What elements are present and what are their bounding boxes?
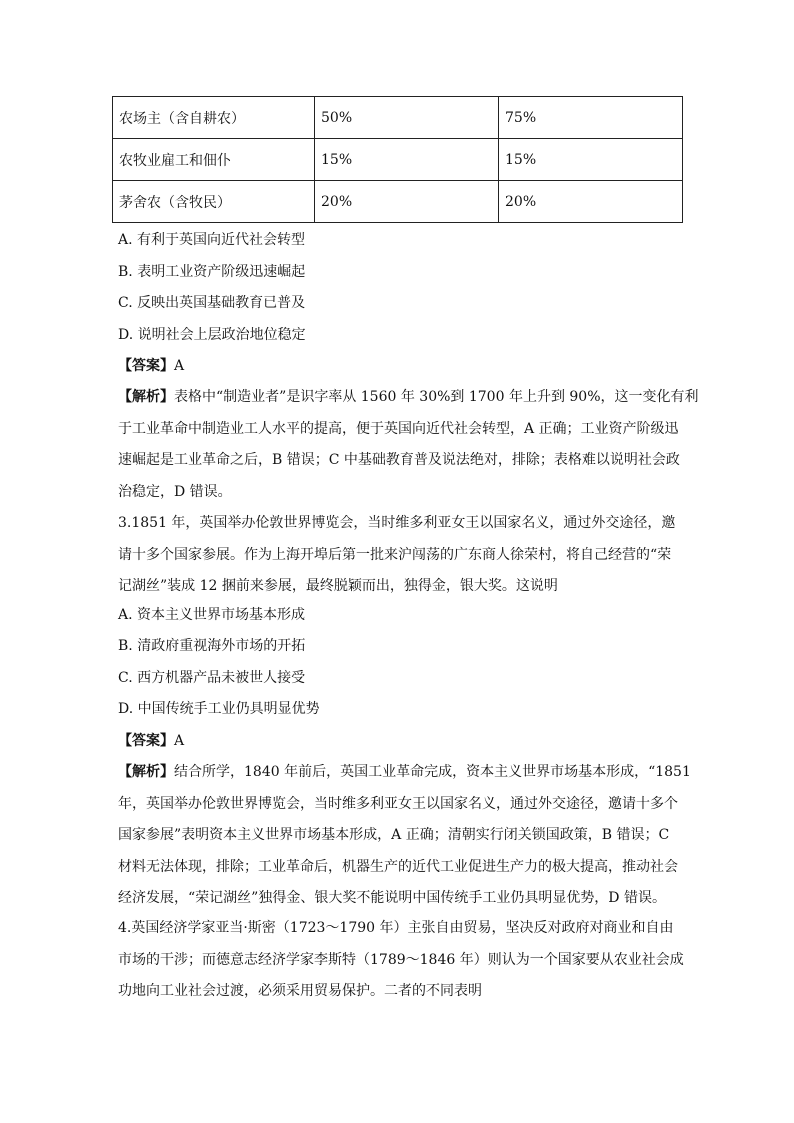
analysis-line: 【解析】表格中“制造业者”是识字率从 1560 年 30%到 1700 年上升到 90%，这一变化有利 xyxy=(118,389,699,405)
q2-analysis xyxy=(118,387,699,513)
stem-line: 4.英国经济学家亚当·斯密（1723～1790 年）主张自由贸易，坚决反对政府对商业和自由 xyxy=(118,920,674,936)
analysis-line: 国家参展”表明资本主义世界市场基本形成，A 正确；清朝实行闭关锁国政策，B 错误；C xyxy=(118,827,670,843)
analysis-label: 【解析】 xyxy=(118,389,174,405)
table-cell: 15% xyxy=(315,139,499,181)
analysis-label: 【解析】 xyxy=(118,764,174,780)
table-cell: 20% xyxy=(315,181,499,223)
analysis-line: 经济发展，“荣记湖丝”独得金、银大奖不能说明中国传统手工业仍具明显优势，D 错误。 xyxy=(118,890,666,906)
q3-option-b: B. 清政府重视海外市场的开拓 xyxy=(118,638,306,654)
table-row xyxy=(113,181,683,223)
analysis-line: 速崛起是工业革命之后，B 错误；C 中基础教育普及说法绝对，排除；表格难以说明社会政 xyxy=(118,452,680,468)
table-cell: 茅舍农（含牧民） xyxy=(113,181,315,223)
table-row xyxy=(113,97,683,139)
q3-stem xyxy=(118,513,688,608)
answer-value: A xyxy=(174,733,185,749)
stem-line: 市场的干涉；而德意志经济学家李斯特（1789～1846 年）则认为一个国家要从农业社会成 xyxy=(118,951,684,968)
table-cell: 50% xyxy=(315,97,499,139)
analysis-line: 年，英国举办伦敦世界博览会，当时维多利亚女王以国家名义，通过外交途径，邀请十多个 xyxy=(118,795,678,812)
q2-option-d: D. 说明社会上层政治地位稳定 xyxy=(118,327,306,343)
q2-option-b: B. 表明工业资产阶级迅速崛起 xyxy=(118,264,306,280)
analysis-line: 【解析】结合所学，1840 年前后，英国工业革命完成，资本主义世界市场基本形成，“1851 xyxy=(118,764,691,780)
table-row xyxy=(113,139,683,181)
q3-option-d: D. 中国传统手工业仍具明显优势 xyxy=(118,701,320,717)
q4-stem xyxy=(118,918,688,1013)
q3-option-c: C. 西方机器产品未被世人接受 xyxy=(118,670,306,686)
analysis-line: 材料无法体现，排除；工业革命后，机器生产的近代工业促进生产力的极大提高，推动社会 xyxy=(118,858,678,875)
table-cell: 15% xyxy=(499,139,683,181)
answer-label: 【答案】 xyxy=(118,358,174,374)
q2-answer xyxy=(118,356,184,376)
answer-value: A xyxy=(174,358,185,374)
q3-answer xyxy=(118,731,184,751)
analysis-line: 于工业革命中制造业工人水平的提高，便于英国向近代社会转型，A 正确；工业资产阶级迅 xyxy=(118,420,679,437)
q3-analysis xyxy=(118,762,691,920)
q2-option-a: A. 有利于英国向近代社会转型 xyxy=(118,232,306,248)
literacy-table xyxy=(112,96,683,223)
stem-line: 功地向工业社会过渡，必须采用贸易保护。二者的不同表明 xyxy=(118,983,482,999)
q2-option-c: C. 反映出英国基础教育已普及 xyxy=(118,295,306,311)
answer-label: 【答案】 xyxy=(118,733,174,749)
analysis-line: 治稳定，D 错误。 xyxy=(118,483,232,500)
table-cell: 农牧业雇工和佃仆 xyxy=(113,139,315,181)
table-cell: 75% xyxy=(499,97,683,139)
stem-line: 记湖丝”装成 12 捆前来参展，最终脱颖而出，独得金，银大奖。这说明 xyxy=(118,578,558,594)
stem-line: 请十多个国家参展。作为上海开埠后第一批来沪闯荡的广东商人徐荣村，将自己经营的“荣 xyxy=(118,546,672,563)
table-cell: 农场主（含自耕农） xyxy=(113,97,315,139)
table-cell: 20% xyxy=(499,181,683,223)
q3-option-a: A. 资本主义世界市场基本形成 xyxy=(118,607,306,623)
stem-line: 3.1851 年，英国举办伦敦世界博览会，当时维多利亚女王以国家名义，通过外交途径，邀 xyxy=(118,515,676,531)
